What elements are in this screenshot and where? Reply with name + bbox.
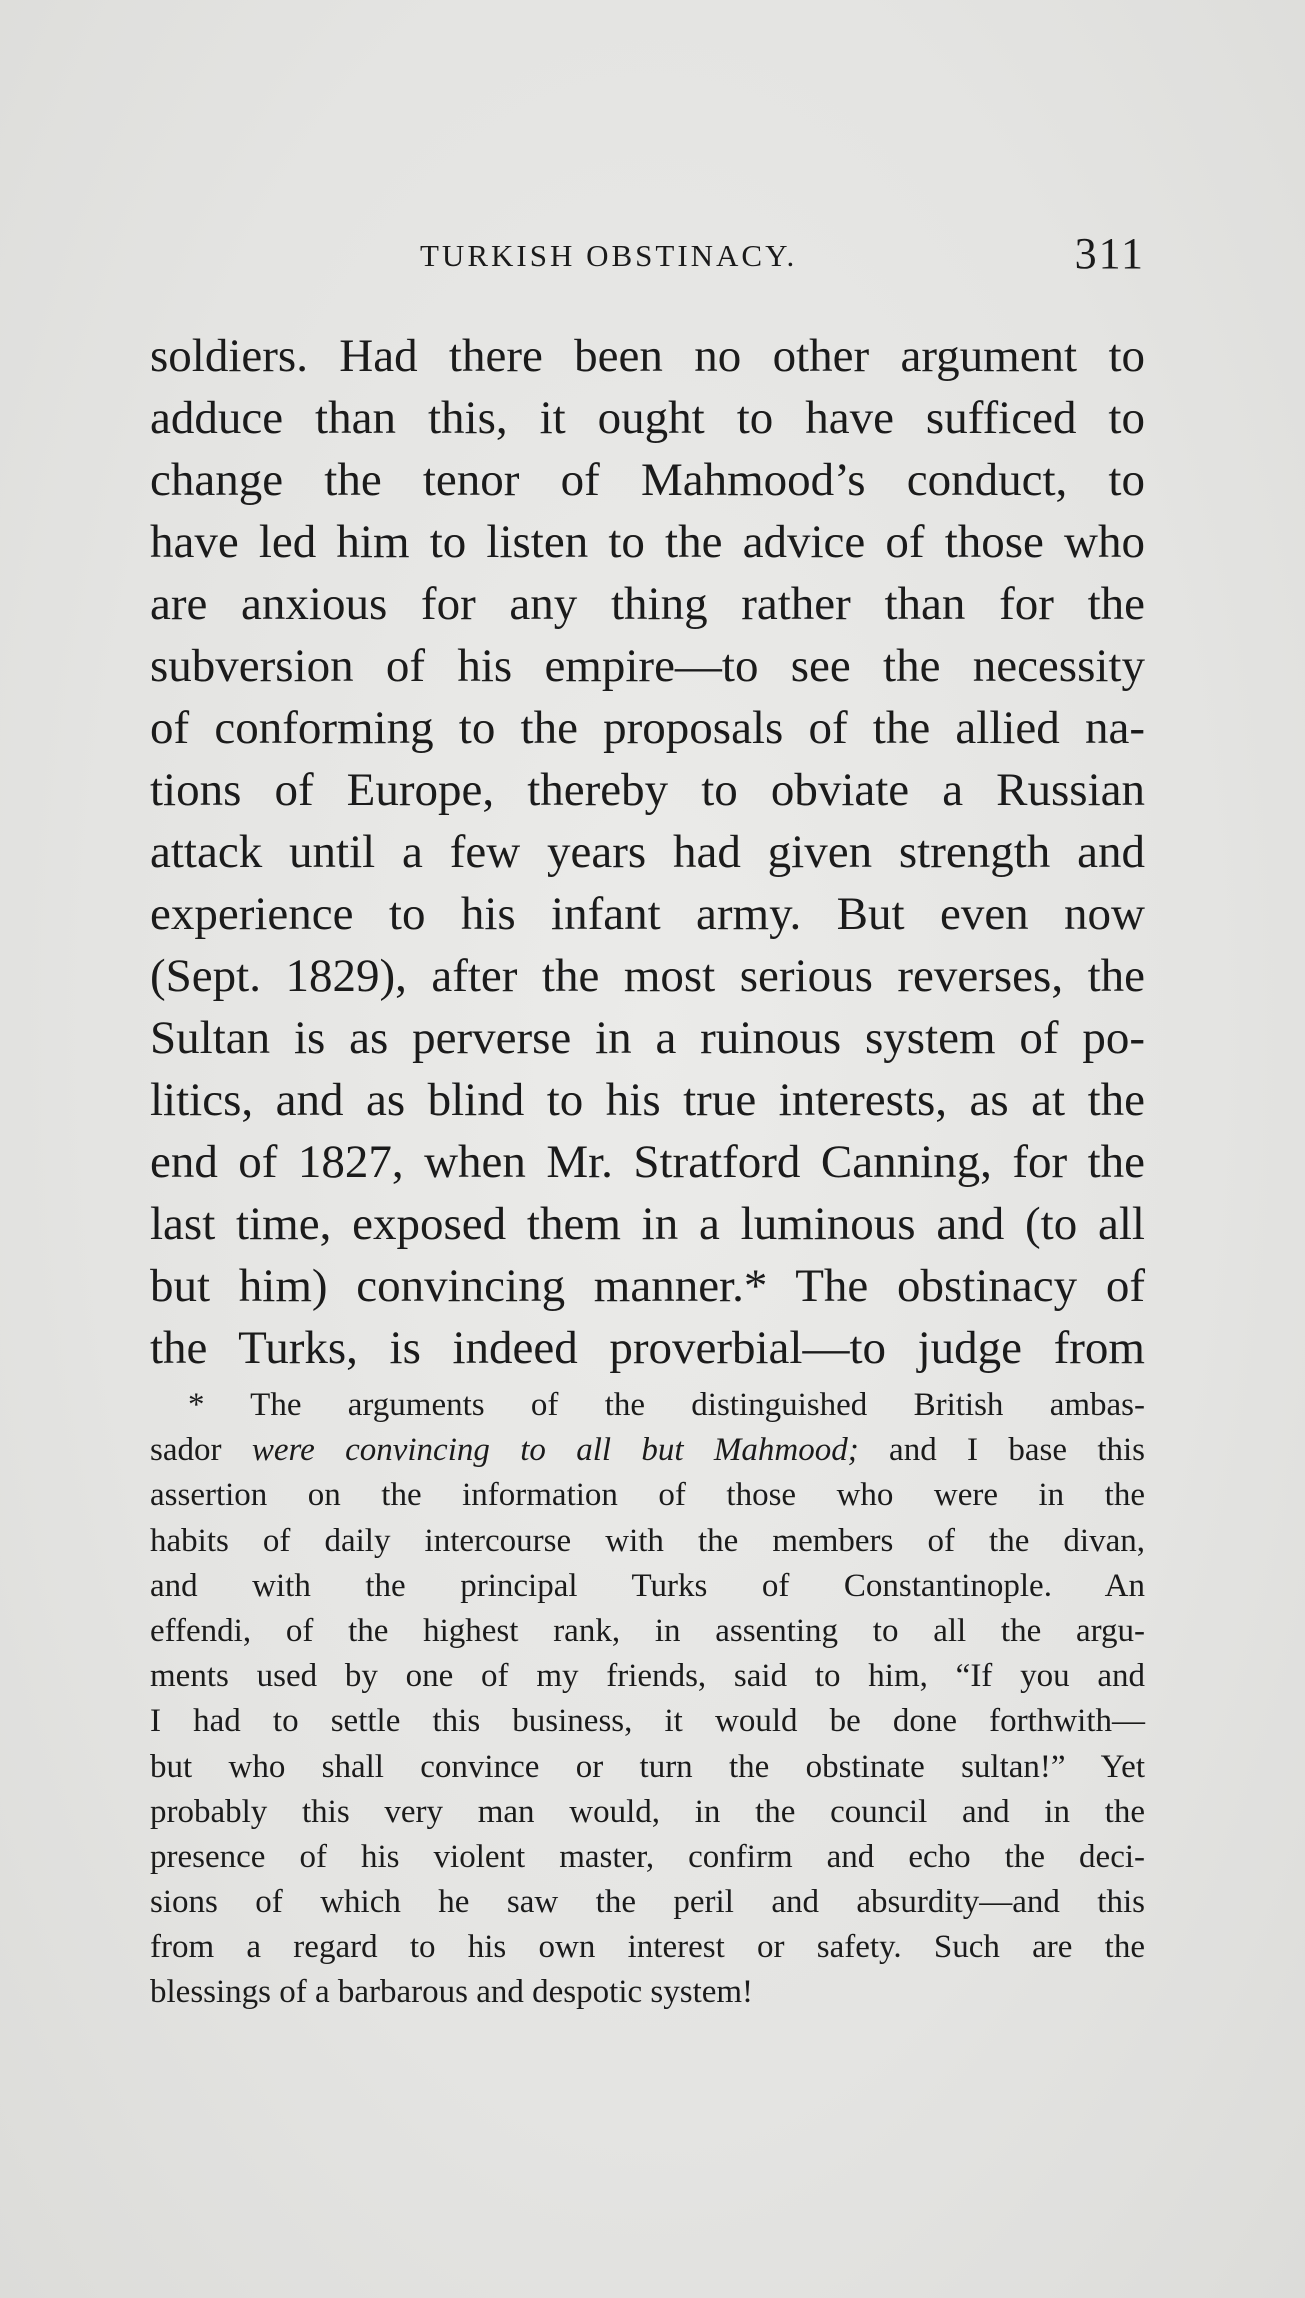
footnote-line xyxy=(150,1428,1145,1473)
footnote-line: sions of which he saw the peril and absurdity—and this xyxy=(150,1884,1145,1921)
text-line: the Turks, is indeed proverbial—to judge from xyxy=(150,1322,1145,1374)
text-line: experience to his infant army. But even now xyxy=(150,888,1145,940)
text-line: of conforming to the proposals of the allied na- xyxy=(150,702,1145,754)
text-line: last time, exposed them in a luminous and (to all xyxy=(150,1198,1145,1250)
text-line: have led him to listen to the advice of those who xyxy=(150,516,1145,568)
text-line: end of 1827, when Mr. Stratford Canning, for the xyxy=(150,1136,1145,1188)
text-line: are anxious for any thing rather than for the xyxy=(150,578,1145,630)
text-line: (Sept. 1829), after the most serious reverses, the xyxy=(150,950,1145,1002)
footnote-line: probably this very man would, in the council and in the xyxy=(150,1793,1145,1830)
page-header xyxy=(150,228,1145,288)
text-line: Sultan is as perverse in a ruinous system of po- xyxy=(150,1012,1145,1064)
footnote-line: from a regard to his own interest or safety. Such are the xyxy=(150,1929,1145,1966)
text-line: subversion of his empire—to see the necessity xyxy=(150,640,1145,692)
footnote-line: blessings of a barbarous and despotic system! xyxy=(150,1974,754,2011)
footnote-emphasis: were convincing to all but Mahmood; xyxy=(251,1432,859,1469)
text-line: attack until a few years had given strength and xyxy=(150,826,1145,878)
footnote-line: and with the principal Turks of Constantinople. An xyxy=(150,1567,1145,1604)
footnote-line: ments used by one of my friends, said to him, “If you and xyxy=(150,1658,1145,1695)
page-number: 311 xyxy=(1074,229,1145,278)
footnote-line: assertion on the information of those who were in the xyxy=(150,1477,1145,1514)
text-line: change the tenor of Mahmood’s conduct, to xyxy=(150,454,1145,506)
text-line: adduce than this, it ought to have sufficed to xyxy=(150,392,1145,444)
text-line: litics, and as blind to his true interests, as at the xyxy=(150,1074,1145,1126)
footnote-line: * The arguments of the distinguished British ambas- xyxy=(188,1387,1145,1423)
footnote-line: habits of daily intercourse with the members of the divan, xyxy=(150,1522,1145,1559)
footnote-line: effendi, of the highest rank, in assenting to all the argu- xyxy=(150,1612,1145,1649)
footnote-line: presence of his violent master, confirm and echo the deci- xyxy=(150,1838,1145,1875)
main-text xyxy=(150,325,1145,1379)
footnote-text: and I base this xyxy=(858,1432,1146,1469)
footnote-line: but who shall convince or turn the obstinate sultan!” Yet xyxy=(150,1748,1145,1785)
footnote xyxy=(150,1383,1145,2016)
footnote-line: I had to settle this business, it would be done forthwith— xyxy=(150,1703,1145,1740)
text-line: soldiers. Had there been no other argument to xyxy=(150,330,1145,382)
text-line: tions of Europe, thereby to obviate a Russian xyxy=(150,764,1145,816)
running-head: TURKISH OBSTINACY. xyxy=(420,238,798,273)
footnote-text: sador xyxy=(150,1432,252,1469)
text-line: but him) convincing manner.* The obstinacy of xyxy=(150,1260,1145,1312)
